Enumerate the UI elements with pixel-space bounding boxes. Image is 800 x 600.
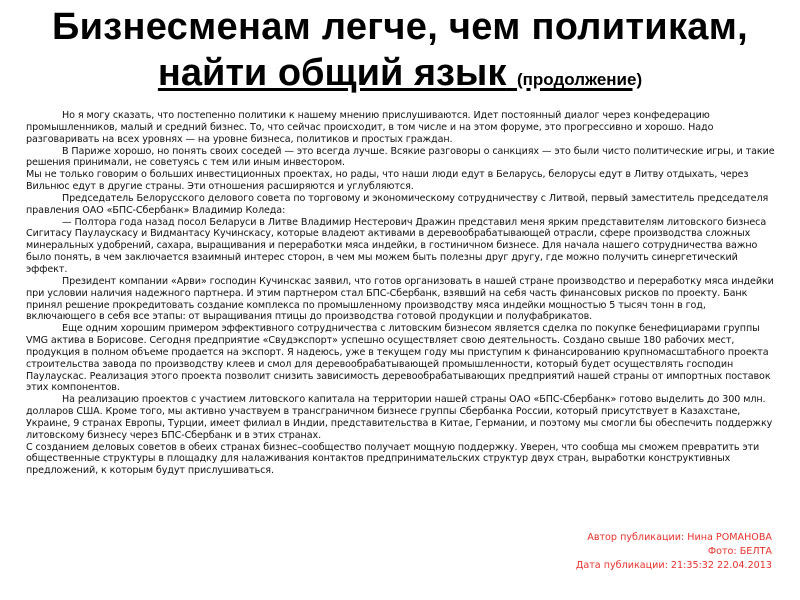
paragraph: Но я могу сказать, что постепенно политики к нашему мнению прислушиваются. Идет постоянный диалог через конфедерацию промышленников, малый и средний бизнес. То, что сейчас происходит, в том числе и на этом форуме, это прогрессивно и хорошо. Надо разговаривать на всех уровнях — на уровне бизнеса, политиков и простых граждан. [26, 110, 714, 145]
title-main: найти общий язык [157, 52, 507, 94]
paragraph: На реализацию проектов с участием литовского капитала на территории нашей страны ОАО «БПС-Сбербанк» готово выделить до 300 млн. долларов США. Кроме того, мы активно участвуем в трансграничном бизнесе группы Сбербанка России, который присутствует в Казахстане, Украине, 9 странах Европы, Турции, имеет филиал в Индии, представительства в Китае, Германии, и поэтому мы смогли бы обеспечить поддержку литовскому бизнесу через БПС-Сбербанк и в этих странах. [26, 394, 773, 441]
article-body [26, 110, 776, 477]
paragraph: С созданием деловых советов в обеих странах бизнес–сообщество получает мощную поддержку. Уверен, что сообща мы сможем превратить эти общественные структуры в площадку для налаживания контактов предпринимательских структур двух стран, выработки конструктивных предложений, к которым будут прислушиваться. [26, 441, 760, 477]
title-line-1: Бизнесменам легче, чем политикам, [52, 6, 748, 48]
title-line-2 [0, 50, 800, 103]
paragraph: Президент компании «Арви» господин Кучинскас заявил, что готов организовать в нашей стране производство и переработку мяса индейки при условии наличия надежного партнера. И этим партнером стал БПС-Сбербанк, взявший на себя часть финансовых рисков по проекту. Банк принял решение прокредитовать создание комплекса по промышленному производству мяса индейки мощностью 5 тысяч тонн в год, включающего в себя все этапы: от выращивания птицы до производства готовой продукции и полуфабрикатов. [26, 275, 774, 323]
paragraph: Еще одним хорошим примером эффективного сотрудничества с литовским бизнесом является сделка по покупке бенефициарами группы VMG актива в Борисове. Сегодня предприятие «Свудэкспорт» успешно осуществляет свою деятельность. Создано свыше 180 рабочих мест, продукция в полном объеме продается на экспорт. Я надеюсь, уже в текущем году мы приступим к финансированию крупномасштабного проекта строительства завода по производству клеев и смол для деревообрабатывающей промышленности, который будет осуществлять господин Паулаускас. Реализация этого проекта позволит снизить зависимость деревообрабатывающих предприятий нашей страны от импортных поставок этих компонентов. [26, 323, 771, 394]
paragraph: Мы не только говорим о больших инвестиционных проектах, но рады, что наши люди едут в Беларусь, белорусы едут в Литву отдыхать, через Вильнюс едут в другие страны. Эти отношения расширяются и углубляются. [26, 169, 773, 193]
page-title [0, 4, 800, 103]
paragraph: В Париже хорошо, но понять своих соседей — это всегда лучше. Всякие разговоры о санкциях — это были чисто политические игры, и такие решения принимали, не советуясь с тем или иным инвестором. [26, 145, 775, 169]
author-credit: Автор публикации: Нина РОМАНОВА [587, 532, 772, 543]
publication-date: Дата публикации: 21:35:32 22.04.2013 [575, 560, 772, 571]
paragraph: — Полтора года назад посол Беларуси в Литве Владимир Нестерович Дражин представил меня ярким представителям литовского бизнеса Сигитасу Паулаускасу и Видмантасу Кучинскасу, которые владеют активами в деревообрабатывающей отрасли, сфере производства сложных минеральных удобрений, сахара, выращивания и переработки мяса индейки, в гостиничном бизнесе. Для начала нашего сотрудничества важно было понять, в чем заключается взаимный интерес сторон, в чем мы можем быть полезны друг другу, где можно получить синергетический эффект. [26, 216, 767, 275]
publication-credits [576, 531, 772, 573]
photo-credit: Фото: БЕЛТА [707, 546, 772, 557]
paragraph: Председатель Белорусского делового совета по торговому и экономическому сотрудничеству с Литвой, первый заместитель председателя правления ОАО «БПС-Сбербанк» Владимир Коледа: [26, 192, 769, 216]
title-suffix: (продолжение) [516, 70, 643, 89]
